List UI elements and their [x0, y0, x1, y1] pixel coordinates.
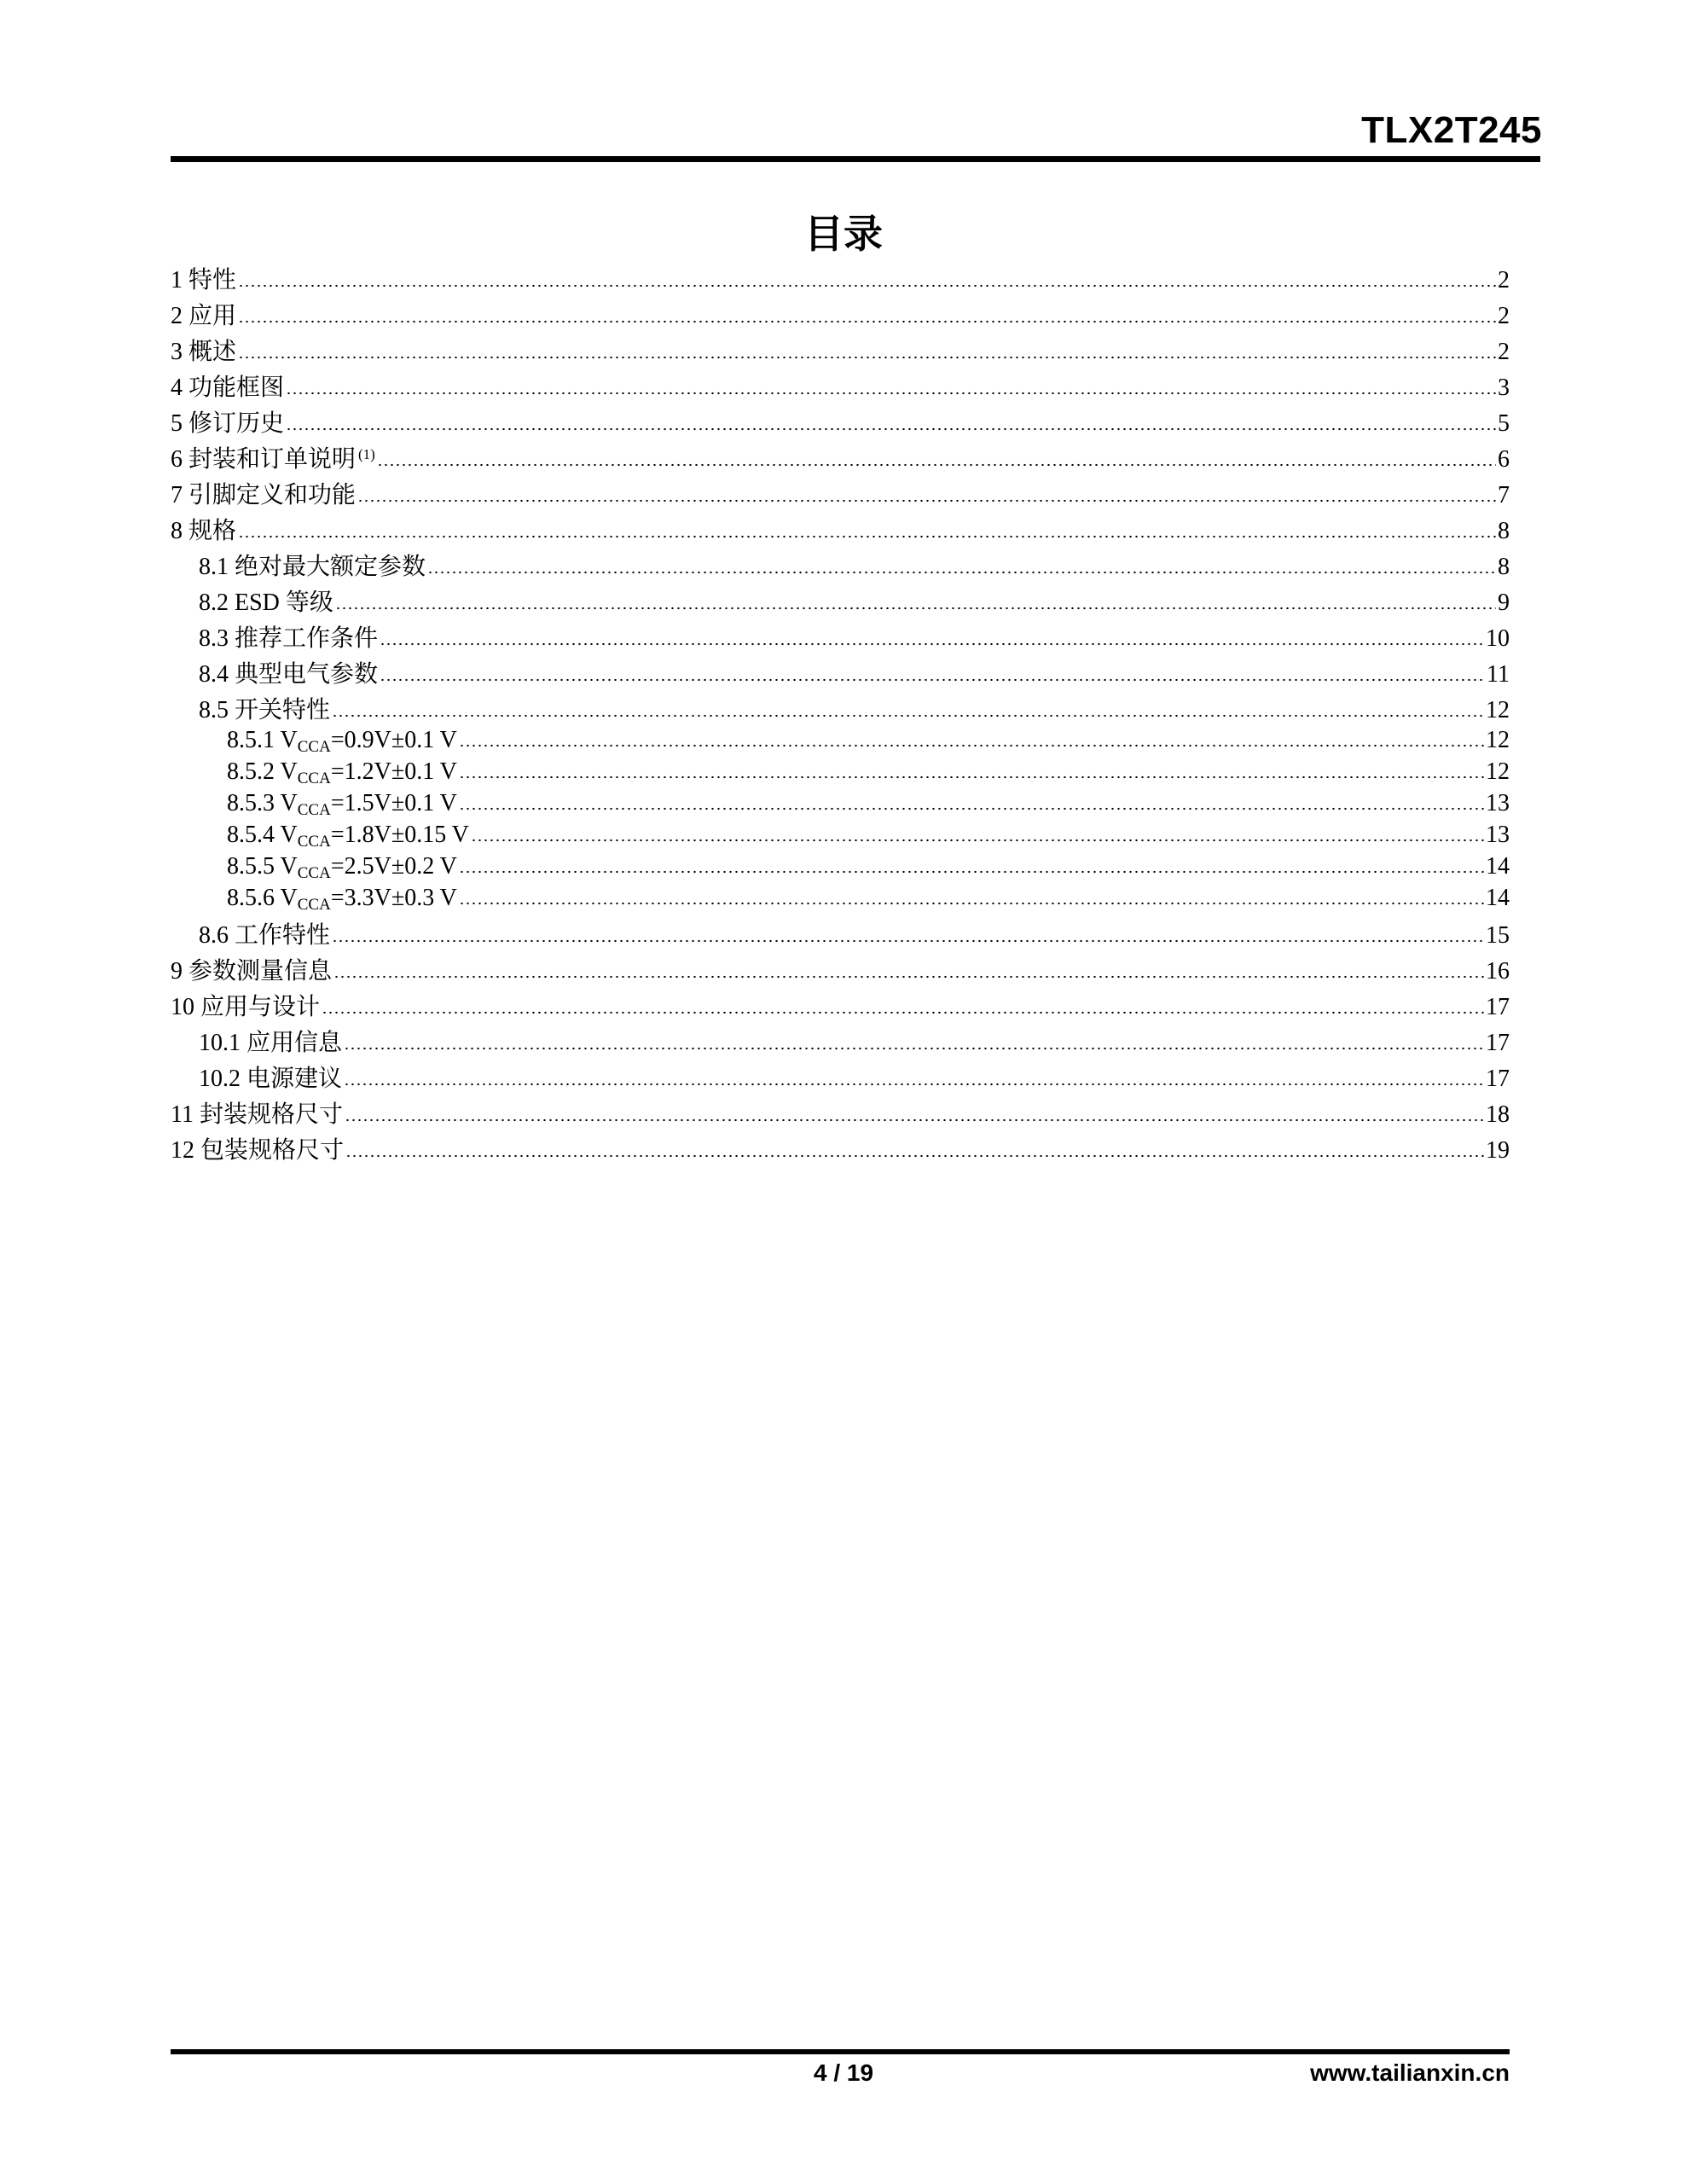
toc-entry-number: 1 [171, 267, 183, 293]
toc-entry-label [199, 916, 330, 950]
toc-entry[interactable] [171, 853, 1510, 885]
toc-entry-page: 14 [1486, 853, 1510, 880]
dot-leader [238, 535, 1496, 538]
toc-entry-title: 电源建议 [246, 1066, 343, 1092]
toc-entry-number: 3 [171, 339, 183, 365]
toc-entry-label [171, 333, 236, 367]
dot-leader [238, 356, 1496, 359]
toc-entry-label [227, 727, 457, 757]
dot-leader [459, 775, 1484, 779]
website-link[interactable]: www.tailianxin.cn [1310, 2059, 1510, 2086]
toc-entry[interactable] [171, 727, 1510, 758]
dot-leader [471, 839, 1484, 842]
toc-entry-title: 开关特性 [235, 697, 331, 723]
dot-leader [357, 499, 1496, 502]
dot-leader [344, 1047, 1484, 1050]
toc-entry-label [199, 584, 333, 618]
header-rule [171, 156, 1540, 162]
toc-entry-page: 17 [1486, 994, 1510, 1020]
toc-entry-title-suffix: =1.5V±0.1 V [330, 790, 457, 816]
dot-leader [427, 571, 1496, 574]
toc-entry-page: 14 [1486, 885, 1510, 911]
toc-entry[interactable] [171, 822, 1510, 853]
toc-entry[interactable] [171, 1060, 1510, 1095]
toc-entry-label [199, 548, 426, 582]
toc-entry-title: 应用信息 [246, 1030, 343, 1056]
toc-entry-label [199, 1060, 342, 1094]
toc-entry[interactable] [171, 885, 1510, 916]
dot-leader [344, 1083, 1484, 1086]
toc-entry[interactable] [171, 548, 1510, 584]
dot-leader [380, 678, 1485, 682]
toc-entry-number: 8.3 [199, 625, 229, 652]
dot-leader [332, 714, 1484, 717]
toc-entry-page: 9 [1498, 590, 1510, 616]
toc-entry[interactable] [171, 261, 1510, 297]
toc-entry-label [171, 440, 375, 474]
toc-entry-label [171, 952, 332, 986]
toc-entry-title: 概述 [188, 339, 237, 365]
toc-entry-page: 16 [1486, 958, 1510, 985]
toc-entry-number: 8 [171, 518, 183, 544]
toc-entry-title: 规格 [188, 518, 237, 544]
toc-entry-page: 19 [1486, 1137, 1510, 1164]
toc-entry-page: 13 [1486, 822, 1510, 848]
toc-entry-number: 8.5.3 [227, 790, 275, 816]
toc-entry[interactable] [171, 790, 1510, 822]
toc-entry-number: 10.2 [199, 1066, 241, 1092]
toc-entry-label [227, 885, 457, 915]
toc-entry-title: 特性 [188, 267, 237, 293]
toc-entry-label [227, 790, 457, 820]
toc-entry-label [199, 619, 378, 653]
toc-entry-page: 17 [1486, 1066, 1510, 1092]
toc-entry-label [171, 1095, 343, 1130]
toc-entry-page: 5 [1498, 410, 1510, 437]
toc-entry-label [171, 512, 236, 546]
toc-entry-page: 3 [1498, 375, 1510, 401]
toc-entry-title: V [280, 885, 298, 911]
table-of-contents [171, 261, 1510, 1167]
toc-entry[interactable] [171, 1131, 1510, 1167]
toc-entry-label [199, 691, 330, 725]
toc-entry-number: 10 [171, 994, 194, 1020]
toc-entry-title: 推荐工作条件 [235, 625, 379, 652]
toc-entry[interactable] [171, 988, 1510, 1024]
toc-entry[interactable] [171, 440, 1510, 476]
toc-entry-number: 6 [171, 446, 183, 473]
dot-leader [286, 392, 1496, 395]
toc-entry[interactable] [171, 404, 1510, 440]
dot-leader [377, 463, 1496, 467]
toc-entry-title: V [280, 853, 298, 880]
toc-entry-label [227, 853, 457, 883]
toc-entry[interactable] [171, 655, 1510, 691]
toc-entry-title: V [280, 758, 298, 785]
toc-entry-number: 10.1 [199, 1030, 241, 1056]
toc-entry-label [171, 369, 284, 403]
toc-entry[interactable] [171, 619, 1510, 655]
dot-leader [459, 807, 1484, 810]
dot-leader [345, 1118, 1484, 1122]
toc-entry[interactable] [171, 916, 1510, 952]
toc-entry-title: 绝对最大额定参数 [235, 554, 426, 580]
toc-entry-title: V [280, 727, 298, 753]
dot-leader [332, 939, 1484, 943]
toc-entry-label [227, 758, 457, 788]
toc-entry-title: 应用与设计 [200, 994, 321, 1020]
toc-entry[interactable] [171, 333, 1510, 369]
toc-entry-page: 8 [1498, 518, 1510, 544]
toc-entry-title: 参数测量信息 [188, 958, 333, 985]
toc-entry-number: 9 [171, 958, 183, 985]
dot-leader [322, 1011, 1484, 1014]
toc-entry-title: 封装规格尺寸 [199, 1101, 343, 1128]
toc-entry-subscript: CCA [297, 770, 331, 787]
footnote-marker: (1) [358, 446, 375, 462]
toc-entry-subscript: CCA [297, 833, 331, 851]
toc-entry-page: 17 [1486, 1030, 1510, 1056]
toc-entry-number: 8.5.2 [227, 758, 275, 785]
toc-entry-title: 引脚定义和功能 [188, 482, 357, 508]
toc-entry-number: 2 [171, 303, 183, 329]
toc-entry-label [171, 297, 236, 331]
toc-entry-title: 工作特性 [235, 922, 331, 949]
toc-entry[interactable] [171, 512, 1510, 548]
toc-entry[interactable] [171, 297, 1510, 333]
toc-entry-title: 应用 [188, 303, 237, 329]
toc-entry[interactable] [171, 1024, 1510, 1060]
page-number: 4 / 19 [813, 2059, 874, 2086]
toc-entry-page: 11 [1487, 661, 1510, 688]
dot-leader [335, 607, 1496, 610]
toc-entry-page: 12 [1486, 697, 1510, 723]
toc-entry-page: 2 [1498, 267, 1510, 293]
toc-entry-page: 18 [1486, 1101, 1510, 1128]
toc-entry-number: 8.5 [199, 697, 229, 723]
toc-entry-title: 典型电气参数 [235, 661, 379, 688]
toc-entry-page: 15 [1486, 922, 1510, 949]
dot-leader [459, 870, 1484, 874]
toc-entry-label [171, 1131, 344, 1165]
toc-entry-subscript: CCA [297, 738, 331, 756]
toc-entry-label [171, 476, 356, 510]
dot-leader [333, 975, 1484, 979]
toc-entry-page: 12 [1486, 727, 1510, 753]
toc-entry-label [227, 822, 469, 851]
document-id: TLX2T245 [1361, 109, 1542, 151]
toc-entry-title-suffix: =0.9V±0.1 V [330, 727, 457, 753]
toc-entry-number: 8.5.1 [227, 727, 275, 753]
dot-leader [380, 642, 1484, 646]
toc-entry-page: 8 [1498, 554, 1510, 580]
toc-entry-title: 封装和订单说明 [188, 446, 357, 473]
toc-entry-number: 7 [171, 482, 183, 508]
toc-entry-page: 7 [1498, 482, 1510, 508]
toc-entry-title-suffix: =3.3V±0.3 V [330, 885, 457, 911]
toc-entry-number: 12 [171, 1137, 194, 1164]
toc-entry-page: 2 [1498, 303, 1510, 329]
toc-entry-number: 8.4 [199, 661, 229, 688]
toc-entry-subscript: CCA [297, 801, 331, 819]
toc-entry-label [171, 404, 284, 439]
toc-entry-subscript: CCA [297, 896, 331, 914]
toc-entry-title: 功能框图 [188, 375, 285, 401]
toc-entry-label [199, 655, 378, 689]
toc-entry-number: 5 [171, 410, 183, 437]
toc-entry-page: 12 [1486, 758, 1510, 785]
toc-entry-number: 8.5.5 [227, 853, 275, 880]
toc-entry[interactable] [171, 952, 1510, 988]
dot-leader [286, 427, 1496, 431]
toc-entry[interactable] [171, 758, 1510, 790]
dot-leader [238, 320, 1496, 323]
toc-entry-title: 修订历史 [188, 410, 285, 437]
toc-entry-number: 8.1 [199, 554, 229, 580]
toc-entry-number: 8.5.4 [227, 822, 275, 848]
toc-entry-page: 10 [1486, 625, 1510, 652]
toc-entry-title: ESD 等级 [235, 590, 333, 616]
dot-leader [459, 744, 1484, 747]
toc-entry-title-suffix: =2.5V±0.2 V [330, 853, 457, 880]
dot-leader [238, 284, 1496, 288]
toc-entry-label [171, 988, 320, 1022]
footer-rule [171, 2049, 1510, 2054]
toc-entry-title-suffix: =1.8V±0.15 V [330, 822, 469, 848]
toc-entry-page: 2 [1498, 339, 1510, 365]
dot-leader [345, 1154, 1484, 1158]
toc-entry-number: 4 [171, 375, 183, 401]
toc-entry[interactable] [171, 584, 1510, 619]
toc-entry-number: 11 [171, 1101, 194, 1128]
toc-entry[interactable] [171, 1095, 1510, 1131]
toc-entry-page: 13 [1486, 790, 1510, 816]
toc-entry-number: 8.6 [199, 922, 229, 949]
toc-entry-title-suffix: =1.2V±0.1 V [330, 758, 457, 785]
toc-entry-page: 6 [1498, 446, 1510, 473]
toc-entry-title: V [280, 822, 298, 848]
toc-entry-number: 8.2 [199, 590, 229, 616]
toc-heading: 目录 [804, 211, 883, 257]
toc-entry-subscript: CCA [297, 864, 331, 882]
toc-entry-label [199, 1024, 342, 1058]
toc-entry-number: 8.5.6 [227, 885, 275, 911]
toc-entry-title: V [280, 790, 298, 816]
toc-entry[interactable] [171, 691, 1510, 727]
toc-entry-title: 包装规格尺寸 [200, 1137, 345, 1164]
toc-entry[interactable] [171, 369, 1510, 404]
toc-entry-label [171, 261, 236, 295]
dot-leader [459, 902, 1484, 905]
toc-entry[interactable] [171, 476, 1510, 512]
